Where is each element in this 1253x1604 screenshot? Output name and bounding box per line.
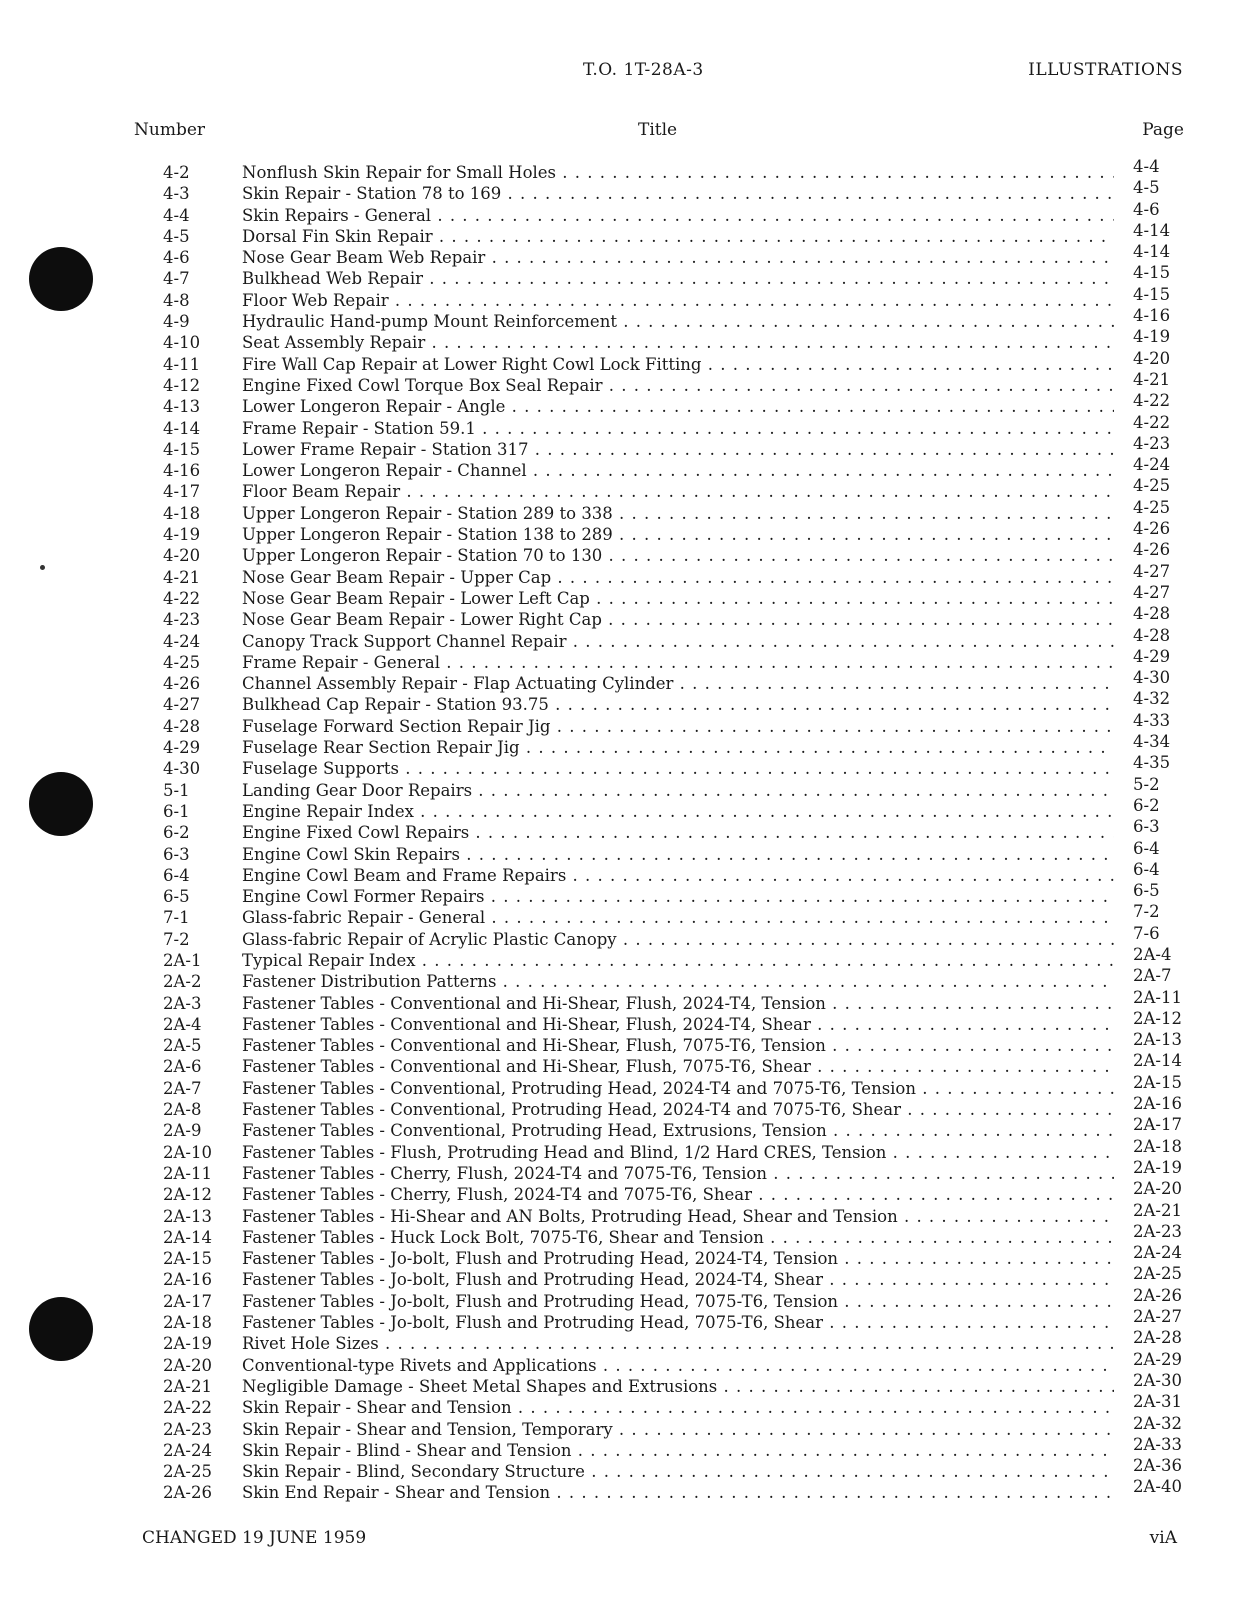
figure-number: 4-8 xyxy=(163,290,190,310)
page-reference: 4-16 xyxy=(1133,306,1171,326)
figure-title: Nose Gear Beam Web Repair . . . xyxy=(242,247,1114,268)
figure-number: 2A-22 xyxy=(163,1398,212,1418)
figure-title: Seat Assembly Repair . . . xyxy=(242,332,1114,353)
list-item xyxy=(0,859,1253,886)
figure-number: 4-6 xyxy=(163,248,190,268)
figure-number: 2A-25 xyxy=(163,1462,212,1482)
figure-number: 2A-6 xyxy=(163,1057,202,1077)
page-reference: 4-28 xyxy=(1133,625,1171,645)
page-reference: 7-6 xyxy=(1133,923,1160,943)
figure-number: 4-20 xyxy=(163,546,201,566)
figure-title: Lower Frame Repair - Station 317 . . . xyxy=(242,439,1114,460)
page-reference: 2A-16 xyxy=(1133,1094,1182,1114)
illustration-list xyxy=(0,157,1253,1504)
figure-number: 4-11 xyxy=(163,354,201,374)
figure-title: Nose Gear Beam Repair - Lower Left Cap . . . xyxy=(242,588,1114,609)
figure-number: 4-30 xyxy=(163,759,201,779)
figure-title: Fastener Tables - Jo-bolt, Flush and Protruding Head, 2024-T4, Shear . . . xyxy=(242,1269,1114,1290)
figure-title: Fastener Tables - Jo-bolt, Flush and Protruding Head, 2024-T4, Tension . . . xyxy=(242,1248,1114,1269)
page-folio: viA xyxy=(1149,1528,1177,1548)
list-item xyxy=(0,1392,1253,1418)
figure-number: 4-10 xyxy=(163,333,201,353)
page-reference: 2A-4 xyxy=(1133,944,1172,964)
figure-number: 6-2 xyxy=(163,823,190,843)
list-item xyxy=(0,625,1253,652)
list-item xyxy=(0,668,1253,694)
figure-title: Floor Beam Repair . . . xyxy=(242,481,1114,502)
figure-title: Fastener Tables - Conventional and Hi-Shear, Flush, 7075-T6, Shear . . . xyxy=(242,1056,1114,1077)
list-item xyxy=(0,881,1253,907)
figure-title: Fastener Tables - Cherry, Flush, 2024-T4 and 7075-T6, Tension . . . xyxy=(242,1163,1114,1184)
page-reference: 2A-7 xyxy=(1133,966,1172,986)
list-item xyxy=(0,540,1253,566)
figure-number: 6-1 xyxy=(163,801,190,821)
list-item xyxy=(0,561,1253,588)
figure-title: Fastener Tables - Conventional and Hi-Shear, Flush, 2024-T4, Tension . . . xyxy=(242,993,1114,1014)
figure-number: 2A-7 xyxy=(163,1078,202,1098)
page-reference: 4-4 xyxy=(1133,157,1160,176)
list-item xyxy=(0,944,1253,971)
column-header-number: Number xyxy=(134,120,206,140)
list-item xyxy=(0,795,1253,822)
list-item xyxy=(0,199,1253,226)
figure-title: Engine Fixed Cowl Repairs . . . xyxy=(242,822,1114,843)
page-reference: 2A-26 xyxy=(1133,1285,1182,1305)
list-item xyxy=(0,306,1253,332)
page-reference: 4-26 xyxy=(1133,540,1171,560)
figure-title: Fastener Tables - Jo-bolt, Flush and Protruding Head, 7075-T6, Shear . . . xyxy=(242,1312,1114,1333)
figure-number: 4-16 xyxy=(163,461,201,481)
page-reference: 2A-40 xyxy=(1133,1477,1182,1497)
list-item xyxy=(0,923,1253,950)
page-reference: 4-6 xyxy=(1133,199,1160,219)
figure-title: Nonflush Skin Repair for Small Holes . . . xyxy=(242,162,1114,183)
list-item xyxy=(0,327,1253,353)
list-item xyxy=(0,1115,1253,1141)
figure-number: 2A-1 xyxy=(163,950,202,970)
figure-title: Fuselage Rear Section Repair Jig . . . xyxy=(242,737,1114,758)
page-reference: 4-27 xyxy=(1133,582,1171,602)
list-item xyxy=(0,710,1253,737)
list-item xyxy=(0,1349,1253,1376)
list-item xyxy=(0,1413,1253,1440)
figure-title: Fuselage Supports . . . xyxy=(242,758,1114,779)
figure-number: 4-27 xyxy=(163,695,201,715)
page-reference: 4-23 xyxy=(1133,433,1171,453)
page-reference: 2A-25 xyxy=(1133,1264,1182,1284)
page-reference: 2A-21 xyxy=(1133,1200,1182,1220)
list-item xyxy=(0,732,1253,758)
figure-title: Negligible Damage - Sheet Metal Shapes and Extrusions . . . xyxy=(242,1376,1114,1397)
figure-number: 4-15 xyxy=(163,439,201,459)
list-item xyxy=(0,220,1253,247)
figure-title: Glass-fabric Repair of Acrylic Plastic Canopy . . . xyxy=(242,929,1114,950)
list-item xyxy=(0,391,1253,417)
page-reference: 2A-13 xyxy=(1133,1030,1182,1050)
figure-title: Skin Repairs - General . . . xyxy=(242,205,1114,226)
figure-number: 2A-15 xyxy=(163,1249,212,1269)
figure-title: Skin Repair - Blind, Secondary Structure . . . xyxy=(242,1461,1114,1482)
figure-number: 2A-10 xyxy=(163,1142,212,1162)
page-reference: 6-4 xyxy=(1133,838,1160,858)
page-reference: 4-34 xyxy=(1133,732,1171,752)
figure-title: Fastener Tables - Flush, Protruding Head and Blind, 1/2 Hard CRES, Tension . . . xyxy=(242,1142,1114,1163)
list-item xyxy=(0,348,1253,375)
page-reference: 4-14 xyxy=(1133,242,1171,262)
figure-number: 2A-3 xyxy=(163,993,202,1013)
figure-title: Fastener Tables - Huck Lock Bolt, 7075-T6, Shear and Tension . . . xyxy=(242,1227,1114,1248)
page-reference: 4-26 xyxy=(1133,519,1171,539)
page-reference: 2A-12 xyxy=(1133,1008,1182,1028)
page-reference: 2A-36 xyxy=(1133,1456,1182,1476)
column-header-page: Page xyxy=(1142,120,1184,140)
figure-number: 4-26 xyxy=(163,674,201,694)
page-reference: 4-21 xyxy=(1133,369,1171,389)
list-item xyxy=(0,284,1253,311)
list-item xyxy=(0,902,1253,928)
list-item xyxy=(0,433,1253,460)
figure-number: 2A-5 xyxy=(163,1036,202,1056)
list-item xyxy=(0,1136,1253,1163)
page-reference: 2A-14 xyxy=(1133,1051,1182,1071)
figure-title: Fastener Distribution Patterns . . . xyxy=(242,971,1114,992)
figure-title: Skin Repair - Shear and Tension, Temporary . . . xyxy=(242,1419,1114,1440)
figure-number: 4-2 xyxy=(163,163,190,182)
page-reference: 4-30 xyxy=(1133,668,1171,688)
list-item xyxy=(0,1307,1253,1333)
figure-title: Hydraulic Hand-pump Mount Reinforcement . . . xyxy=(242,311,1114,332)
list-item xyxy=(0,774,1253,801)
list-item xyxy=(0,987,1253,1014)
list-item xyxy=(0,157,1253,183)
figure-title: Nose Gear Beam Repair - Upper Cap . . . xyxy=(242,567,1114,588)
figure-number: 4-25 xyxy=(163,652,201,672)
page-reference: 2A-11 xyxy=(1133,987,1182,1007)
figure-number: 6-3 xyxy=(163,844,190,864)
page-reference: 6-2 xyxy=(1133,795,1160,815)
section-title: ILLUSTRATIONS xyxy=(1028,60,1183,80)
figure-number: 2A-24 xyxy=(163,1440,212,1460)
page-reference: 4-28 xyxy=(1133,604,1171,624)
page-reference: 2A-29 xyxy=(1133,1349,1182,1369)
page-reference: 4-5 xyxy=(1133,178,1160,198)
figure-number: 2A-21 xyxy=(163,1376,212,1396)
page-reference: 2A-18 xyxy=(1133,1136,1182,1156)
list-item xyxy=(0,1008,1253,1035)
figure-number: 4-4 xyxy=(163,205,190,225)
list-item xyxy=(0,412,1253,439)
figure-number: 4-5 xyxy=(163,226,190,246)
figure-number: 7-1 xyxy=(163,908,190,928)
figure-number: 6-5 xyxy=(163,887,190,907)
figure-title: Bulkhead Cap Repair - Station 93.75 . . . xyxy=(242,694,1114,715)
list-item xyxy=(0,455,1253,481)
figure-title: Glass-fabric Repair - General . . . xyxy=(242,907,1114,928)
figure-title: Engine Cowl Former Repairs . . . xyxy=(242,886,1114,907)
page-reference: 2A-19 xyxy=(1133,1157,1182,1177)
column-header-title: Title xyxy=(638,120,678,140)
page-reference: 2A-20 xyxy=(1133,1179,1182,1199)
figure-number: 4-29 xyxy=(163,738,201,758)
figure-number: 4-13 xyxy=(163,397,201,417)
figure-number: 2A-26 xyxy=(163,1483,212,1503)
figure-number: 2A-19 xyxy=(163,1334,212,1354)
figure-title: Frame Repair - Station 59.1 . . . xyxy=(242,418,1114,439)
list-item xyxy=(0,476,1253,502)
figure-title: Canopy Track Support Channel Repair . . . xyxy=(242,631,1114,652)
list-item xyxy=(0,1051,1253,1077)
figure-number: 2A-16 xyxy=(163,1270,212,1290)
page-reference: 4-25 xyxy=(1133,476,1171,496)
figure-title: Skin End Repair - Shear and Tension . . . xyxy=(242,1482,1114,1503)
page-reference: 7-2 xyxy=(1133,902,1160,922)
page-reference: 6-3 xyxy=(1133,817,1160,837)
figure-number: 4-17 xyxy=(163,482,201,502)
figure-number: 4-19 xyxy=(163,525,201,545)
figure-number: 4-12 xyxy=(163,375,201,395)
figure-number: 4-28 xyxy=(163,716,201,736)
list-item xyxy=(0,1434,1253,1461)
figure-number: 2A-14 xyxy=(163,1227,212,1247)
figure-title: Dorsal Fin Skin Repair . . . xyxy=(242,226,1114,247)
page-reference: 4-19 xyxy=(1133,327,1171,347)
list-item xyxy=(0,966,1253,992)
page-reference: 4-15 xyxy=(1133,284,1171,304)
list-item xyxy=(0,1328,1253,1354)
figure-title: Fastener Tables - Conventional and Hi-Shear, Flush, 7075-T6, Tension . . . xyxy=(242,1035,1114,1056)
figure-title: Lower Longeron Repair - Angle . . . xyxy=(242,396,1114,417)
list-item xyxy=(0,497,1253,524)
technical-order-number: T.O. 1T-28A-3 xyxy=(583,60,704,80)
figure-number: 4-18 xyxy=(163,503,201,523)
page-reference: 4-25 xyxy=(1133,497,1171,517)
list-item xyxy=(0,1243,1253,1269)
list-item xyxy=(0,369,1253,396)
list-item xyxy=(0,1285,1253,1312)
figure-number: 2A-2 xyxy=(163,972,202,992)
page-reference: 2A-23 xyxy=(1133,1221,1182,1241)
figure-number: 2A-20 xyxy=(163,1355,212,1375)
page-reference: 2A-30 xyxy=(1133,1370,1182,1390)
page-reference: 5-2 xyxy=(1133,774,1160,794)
figure-number: 4-14 xyxy=(163,418,201,438)
list-item xyxy=(0,263,1253,289)
figure-number: 2A-4 xyxy=(163,1014,202,1034)
list-item xyxy=(0,817,1253,843)
figure-number: 2A-18 xyxy=(163,1313,212,1333)
figure-title: Frame Repair - General . . . xyxy=(242,652,1114,673)
list-item xyxy=(0,178,1253,204)
figure-title: Upper Longeron Repair - Station 289 to 338 . . . xyxy=(242,503,1114,524)
list-item xyxy=(0,604,1253,630)
figure-title: Bulkhead Web Repair . . . xyxy=(242,268,1114,289)
figure-title: Skin Repair - Station 78 to 169 . . . xyxy=(242,183,1114,204)
list-item xyxy=(0,753,1253,779)
figure-number: 4-7 xyxy=(163,269,190,289)
figure-title: Engine Fixed Cowl Torque Box Seal Repair . . . xyxy=(242,375,1114,396)
list-item xyxy=(0,582,1253,609)
figure-title: Skin Repair - Shear and Tension . . . xyxy=(242,1397,1114,1418)
page-reference: 2A-32 xyxy=(1133,1413,1182,1433)
page-reference: 4-22 xyxy=(1133,391,1171,411)
page-reference: 2A-28 xyxy=(1133,1328,1182,1348)
list-item xyxy=(0,1200,1253,1227)
list-item xyxy=(0,1221,1253,1248)
page-reference: 6-4 xyxy=(1133,859,1160,879)
page-reference: 2A-24 xyxy=(1133,1243,1182,1263)
figure-number: 2A-8 xyxy=(163,1100,202,1120)
figure-title: Fire Wall Cap Repair at Lower Right Cowl Lock Fitting . . . xyxy=(242,354,1114,375)
figure-title: Upper Longeron Repair - Station 138 to 289 . . . xyxy=(242,524,1114,545)
list-item xyxy=(0,689,1253,715)
figure-title: Fuselage Forward Section Repair Jig . . . xyxy=(242,716,1114,737)
page-reference: 4-22 xyxy=(1133,412,1171,432)
page-reference: 4-15 xyxy=(1133,263,1171,283)
figure-title: Typical Repair Index . . . xyxy=(242,950,1114,971)
figure-title: Engine Repair Index . . . xyxy=(242,801,1114,822)
page-reference: 4-14 xyxy=(1133,220,1171,240)
figure-number: 2A-9 xyxy=(163,1121,202,1141)
figure-number: 4-9 xyxy=(163,312,190,332)
page-reference: 4-27 xyxy=(1133,561,1171,581)
page-reference: 2A-31 xyxy=(1133,1392,1182,1412)
figure-number: 2A-11 xyxy=(163,1163,212,1183)
list-item xyxy=(0,1072,1253,1099)
page-reference: 4-33 xyxy=(1133,710,1171,730)
page-reference: 2A-17 xyxy=(1133,1115,1182,1135)
list-item xyxy=(0,1179,1253,1205)
figure-title: Fastener Tables - Conventional, Protruding Head, 2024-T4 and 7075-T6, Tension . . . xyxy=(242,1078,1114,1099)
figure-title: Landing Gear Door Repairs . . . xyxy=(242,780,1114,801)
list-item xyxy=(0,1456,1253,1482)
page-reference: 6-5 xyxy=(1133,881,1160,901)
figure-title: Fastener Tables - Conventional, Protruding Head, 2024-T4 and 7075-T6, Shear . . . xyxy=(242,1099,1114,1120)
figure-title: Lower Longeron Repair - Channel . . . xyxy=(242,460,1114,481)
figure-number: 4-22 xyxy=(163,588,201,608)
list-item xyxy=(0,1370,1253,1397)
list-item xyxy=(0,519,1253,545)
list-item xyxy=(0,1094,1253,1120)
figure-number: 2A-12 xyxy=(163,1185,212,1205)
figure-number: 5-1 xyxy=(163,780,190,800)
figure-title: Engine Cowl Beam and Frame Repairs . . . xyxy=(242,865,1114,886)
figure-title: Upper Longeron Repair - Station 70 to 130 . . . xyxy=(242,545,1114,566)
figure-number: 4-23 xyxy=(163,610,201,630)
figure-title: Floor Web Repair . . . xyxy=(242,290,1114,311)
figure-number: 4-24 xyxy=(163,631,201,651)
change-date: CHANGED 19 JUNE 1959 xyxy=(142,1528,367,1548)
figure-number: 6-4 xyxy=(163,865,190,885)
figure-number: 2A-17 xyxy=(163,1291,212,1311)
figure-title: Fastener Tables - Conventional, Protruding Head, Extrusions, Tension . . . xyxy=(242,1120,1114,1141)
figure-title: Engine Cowl Skin Repairs . . . xyxy=(242,844,1114,865)
page-reference: 2A-27 xyxy=(1133,1307,1182,1327)
page-reference: 4-32 xyxy=(1133,689,1171,709)
figure-title: Skin Repair - Blind - Shear and Tension . . . xyxy=(242,1440,1114,1461)
page-reference: 4-24 xyxy=(1133,455,1171,475)
figure-number: 4-3 xyxy=(163,184,190,204)
figure-title: Fastener Tables - Jo-bolt, Flush and Protruding Head, 7075-T6, Tension . . . xyxy=(242,1291,1114,1312)
figure-title: Rivet Hole Sizes . . . xyxy=(242,1333,1114,1354)
list-item xyxy=(0,1030,1253,1056)
page-reference: 4-29 xyxy=(1133,646,1171,666)
page-reference: 2A-15 xyxy=(1133,1072,1182,1092)
list-item xyxy=(0,646,1253,673)
list-item xyxy=(0,1264,1253,1290)
figure-title: Fastener Tables - Cherry, Flush, 2024-T4 and 7075-T6, Shear . . . xyxy=(242,1184,1114,1205)
figure-number: 7-2 xyxy=(163,929,190,949)
page-reference: 2A-33 xyxy=(1133,1434,1182,1454)
figure-title: Fastener Tables - Conventional and Hi-Shear, Flush, 2024-T4, Shear . . . xyxy=(242,1014,1114,1035)
list-item xyxy=(0,1477,1253,1503)
list-item xyxy=(0,838,1253,865)
figure-title: Nose Gear Beam Repair - Lower Right Cap . . . xyxy=(242,609,1114,630)
list-item xyxy=(0,242,1253,268)
figure-title: Conventional-type Rivets and Applications . . . xyxy=(242,1355,1114,1376)
list-item xyxy=(0,1157,1253,1184)
figure-number: 2A-13 xyxy=(163,1206,212,1226)
page-reference: 4-35 xyxy=(1133,753,1171,773)
figure-number: 2A-23 xyxy=(163,1419,212,1439)
figure-title: Channel Assembly Repair - Flap Actuating Cylinder . . . xyxy=(242,673,1114,694)
figure-number: 4-21 xyxy=(163,567,201,587)
page-reference: 4-20 xyxy=(1133,348,1171,368)
figure-title: Fastener Tables - Hi-Shear and AN Bolts, Protruding Head, Shear and Tension . . . xyxy=(242,1206,1114,1227)
